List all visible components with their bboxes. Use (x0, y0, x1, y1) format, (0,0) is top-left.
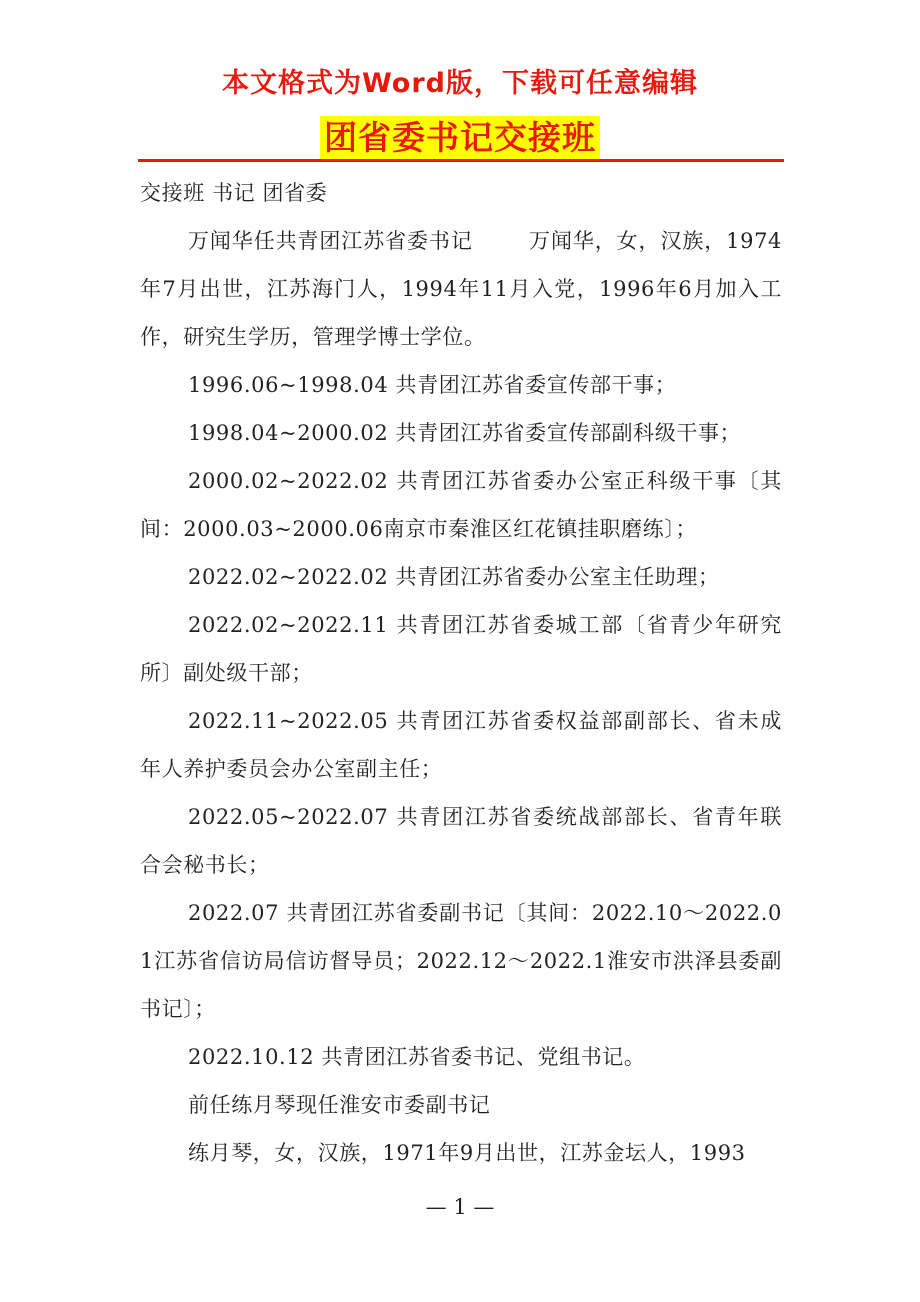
predecessor-heading: 前任练月琴现任淮安市委副书记 (188, 1093, 491, 1117)
intro-paragraph (140, 217, 782, 361)
document-title: 团省委书记交接班 (320, 116, 600, 160)
title-divider (138, 159, 784, 162)
document-body (140, 169, 782, 1177)
title-container (0, 116, 920, 160)
keywords-line: 交接班 书记 团省委 (140, 181, 328, 205)
resume-item: 1996.06~1998.04 共青团江苏省委宣传部干事； (188, 373, 677, 397)
predecessor-paragraph: 练月琴，女，汉族，1971年9月出世，江苏金坛人，1993 (188, 1141, 746, 1165)
page-number: — 1 — (425, 1195, 495, 1219)
resume-item: 2022.07 共青团江苏省委副书记〔其间：2022.10～2022.01江苏省信访局信访督导员；2022.12～2022.1淮安市洪泽县委副书记〕； (140, 901, 782, 1021)
resume-item: 2022.10.12 共青团江苏省委书记、党组书记。 (188, 1045, 646, 1069)
resume-item: 2000.02~2022.02 共青团江苏省委办公室正科级干事〔其间：2000.03~2000.06南京市秦淮区红花镇挂职磨练〕； (140, 469, 782, 541)
intro-text: 万闻华，女，汉族，1974年7月出世，江苏海门人，1994年11月入党，1996年6月加入工作，研究生学历，管理学博士学位。 (140, 229, 782, 349)
resume-item: 2022.05~2022.07 共青团江苏省委统战部部长、省青年联合会秘书长； (140, 805, 782, 877)
resume-item: 2022.02~2022.11 共青团江苏省委城工部〔省青少年研究所〕副处级干部； (140, 613, 782, 685)
resume-item: 2022.02~2022.02 共青团江苏省委办公室主任助理； (188, 565, 720, 589)
intro-heading: 万闻华任共青团江苏省委书记 (188, 229, 473, 253)
resume-item: 2022.11~2022.05 共青团江苏省委权益部副部长、省未成年人养护委员会办公室副主任； (140, 709, 782, 781)
format-banner: 本文格式为Word版，下载可任意编辑 (221, 68, 698, 99)
resume-item: 1998.04~2000.02 共青团江苏省委宣传部副科级干事； (188, 421, 742, 445)
